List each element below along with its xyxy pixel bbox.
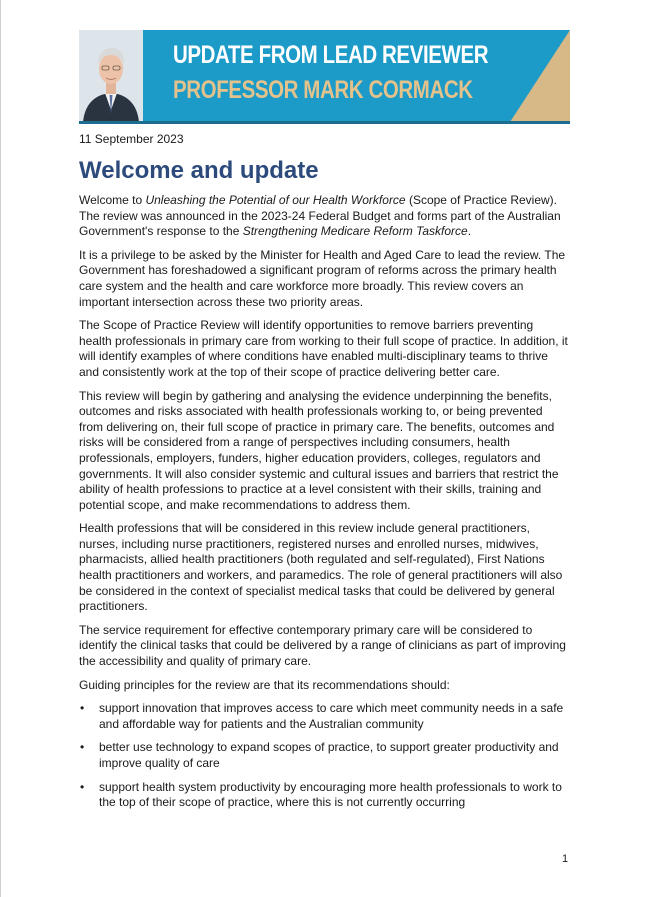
reviewer-name: PROFESSOR MARK CORMACK — [173, 76, 473, 104]
gold-accent-triangle — [510, 30, 570, 122]
bullet-icon: • — [80, 779, 85, 794]
intro-end: . — [467, 224, 472, 239]
paragraph-privilege: It is a privilege to be asked by the Minister for Health and Aged Care to lead the review. The Government has foreshadowed a significant program of reforms across the primary health care system and the health and care workforce more broadly. This review covers an important intersection across these two priority areas. — [79, 247, 566, 309]
list-item-text: better use technology to expand scopes of practice, to support greater productivity and improve quality of care — [99, 740, 559, 770]
principles-list — [79, 701, 569, 811]
intro-text: Welcome to — [79, 193, 146, 207]
paragraph-evidence: This review will begin by gathering and analysing the evidence underpinning the benefits, outcomes and risks associated with health professionals working to, or being prevented from delivering on, their full scope of practice in primary care. The benefits, outcomes and risks will be considered from a range of perspectives including consumers, health professionals, employers, funders, higher education providers, colleges, regulators and governments. It will also consider systemic and cultural issues and barriers that restrict the ability of health professions to practice at a level consistent with their skills, training and potential scope, and make recommendations to address them. — [79, 388, 559, 512]
banner-heading: UPDATE FROM LEAD REVIEWER — [173, 41, 489, 69]
publication-date: 11 September 2023 — [79, 132, 184, 146]
list-item — [79, 740, 569, 771]
reviewer-portrait — [79, 30, 143, 122]
taskforce-name: Strengthening Medicare Reform Taskforce — [242, 224, 468, 239]
page-number: 1 — [562, 853, 569, 865]
page-left-edge — [0, 0, 1, 897]
header-banner — [79, 30, 570, 122]
portrait-image — [79, 30, 143, 122]
bullet-icon: • — [80, 740, 85, 755]
list-item — [79, 780, 569, 811]
paragraph-service: The service requirement for effective contemporary primary care will be considered to identify the clinical tasks that could be delivered by a range of clinicians as part of improving the accessibility and quality of primary care. — [79, 622, 566, 669]
paragraph-scope: The Scope of Practice Review will identify opportunities to remove barriers preventing health professionals in primary care from working to their full scope of practice. In addition, it will identify examples of where conditions have enabled multi-disciplinary teams to thrive and consistently work at the top of their scope of practice delivering better care. — [79, 318, 568, 379]
banner-underline — [79, 121, 570, 124]
page-title: Welcome and update — [79, 157, 319, 184]
paragraph-professions: Health professions that will be considered in this review include general practitioners, nurses, including nurse practitioners, registered nurses and enrolled nurses, midwives, pharmacists, allied health practitioners (both regulated and self-regulated), First Nations health practitioners and workers, and paramedics. The role of general practitioners will also be considered in the context of specialist medical tasks that could be delivered by general practitioners. — [79, 521, 563, 614]
list-item-text: support health system productivity by encouraging more health professionals to work to the top of their scope of practice, where this is not currently occurring — [99, 779, 562, 810]
bullet-icon: • — [80, 701, 85, 716]
intro-text-cont: (Scope of Practice Review). The review was announced in the 2023-24 Federal Budget and forms part of the Australian Government's response to the — [79, 193, 561, 239]
list-item — [79, 701, 569, 732]
list-item-text: support innovation that improves access to care which meet community needs in a safe and affordable way for patients and the Australian community — [99, 701, 564, 731]
body-text — [79, 193, 569, 819]
review-title: Unleashing the Potential of our Health Workforce — [145, 193, 406, 207]
paragraph-principles: Guiding principles for the review are that its recommendations should: — [79, 677, 450, 692]
paragraph-intro — [79, 193, 569, 240]
